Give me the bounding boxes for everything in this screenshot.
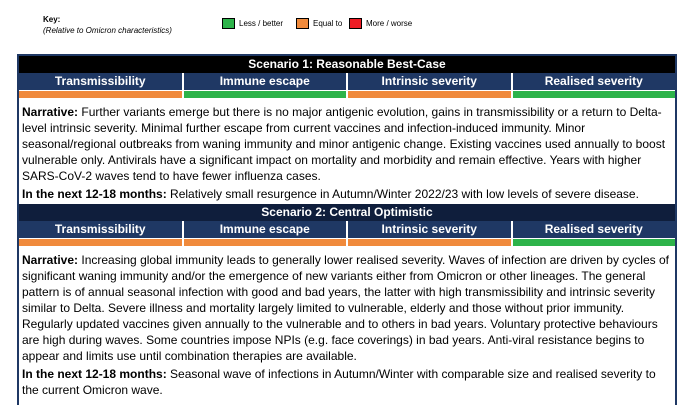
legend-swatch-red xyxy=(349,18,362,29)
rating-bar xyxy=(513,239,676,246)
legend-label: More / worse xyxy=(366,19,413,28)
scenarios-table xyxy=(17,54,677,405)
legend-equal xyxy=(296,18,342,29)
scenario-2-header-row xyxy=(19,221,675,238)
scenario-1-rating-bars xyxy=(19,91,675,98)
legend-less-better xyxy=(222,18,283,29)
scenario-2-title: Scenario 2: Central Optimistic xyxy=(19,204,675,221)
col-immune-escape: Immune escape xyxy=(184,221,347,238)
col-intrinsic-severity: Intrinsic severity xyxy=(348,73,511,90)
col-realised-severity: Realised severity xyxy=(513,73,676,90)
col-intrinsic-severity: Intrinsic severity xyxy=(348,221,511,238)
rating-bar xyxy=(348,239,511,246)
rating-bar xyxy=(184,239,347,246)
rating-bar xyxy=(184,91,347,98)
rating-bar xyxy=(513,91,676,98)
legend-label: Less / better xyxy=(239,19,284,28)
scenario-2-narrative xyxy=(19,250,675,364)
scenario-1-header-row xyxy=(19,73,675,90)
rating-bar xyxy=(19,239,182,246)
next-months-text: Relatively small resurgence in Autumn/Winter 2022/23 with low levels of severe disease. xyxy=(166,187,639,201)
rating-bar xyxy=(348,91,511,98)
scenario-1-next-months xyxy=(19,184,675,204)
key-block xyxy=(43,14,172,36)
next-months-label: In the next 12-18 months: xyxy=(22,187,167,201)
legend-label: Equal to xyxy=(313,19,343,28)
key-subtitle: (Relative to Omicron characteristics) xyxy=(43,26,172,35)
scenario-2-next-months xyxy=(19,364,675,400)
narrative-label: Narrative: xyxy=(22,105,79,119)
col-immune-escape: Immune escape xyxy=(184,73,347,90)
narrative-label: Narrative: xyxy=(22,253,79,267)
scenario-2-rating-bars xyxy=(19,239,675,246)
key-title: Key: xyxy=(43,15,61,24)
col-realised-severity: Realised severity xyxy=(513,221,676,238)
legend-swatch-green xyxy=(222,18,235,29)
next-months-label: In the next 12-18 months: xyxy=(22,367,167,381)
legend-swatch-orange xyxy=(296,18,309,29)
col-transmissibility: Transmissibility xyxy=(19,221,182,238)
col-transmissibility: Transmissibility xyxy=(19,73,182,90)
rating-bar xyxy=(19,91,182,98)
scenario-1-narrative xyxy=(19,102,675,184)
narrative-text: Increasing global immunity leads to generally lower realised severity. Waves of infection are driven by cycles of significant waning immunity and/or the emergence of new variants either from Omicron or other lineages. The general pattern is of annual seasonal infection with good and bad years, the latter with high transmissibility and intrinsic severity similar to Delta. Severe illness and mortality largely limited to vulnerable, elderly and those without prior immunity. Regularly updated vaccines given annually to the vulnerable and to others in bad years. Voluntary protective behaviours are high during waves. Some countries impose NPIs (e.g. face coverings) in bad years. Anti-viral resistance begins to appear and limits use until combination therapies are available. xyxy=(22,253,669,363)
scenario-1-title: Scenario 1: Reasonable Best-Case xyxy=(19,56,675,73)
next-months-text: Seasonal wave of infections in Autumn/Winter with comparable size and realised severity to the current Omicron wave. xyxy=(22,367,656,397)
legend-more-worse xyxy=(349,18,412,29)
narrative-text: Further variants emerge but there is no major antigenic evolution, gains in transmissibility or a return to Delta-level intrinsic severity. Minimal further escape from current vaccines and infection-induced immunity. Minor seasonal/regional outbreaks from waning immunity and minor antigenic change. Existing vaccines used annually to boost vulnerable only. Antivirals have a significant impact on mortality and morbidity and remain effective. Years with higher SARS-CoV-2 waves tend to have fewer influenza cases. xyxy=(22,105,666,183)
